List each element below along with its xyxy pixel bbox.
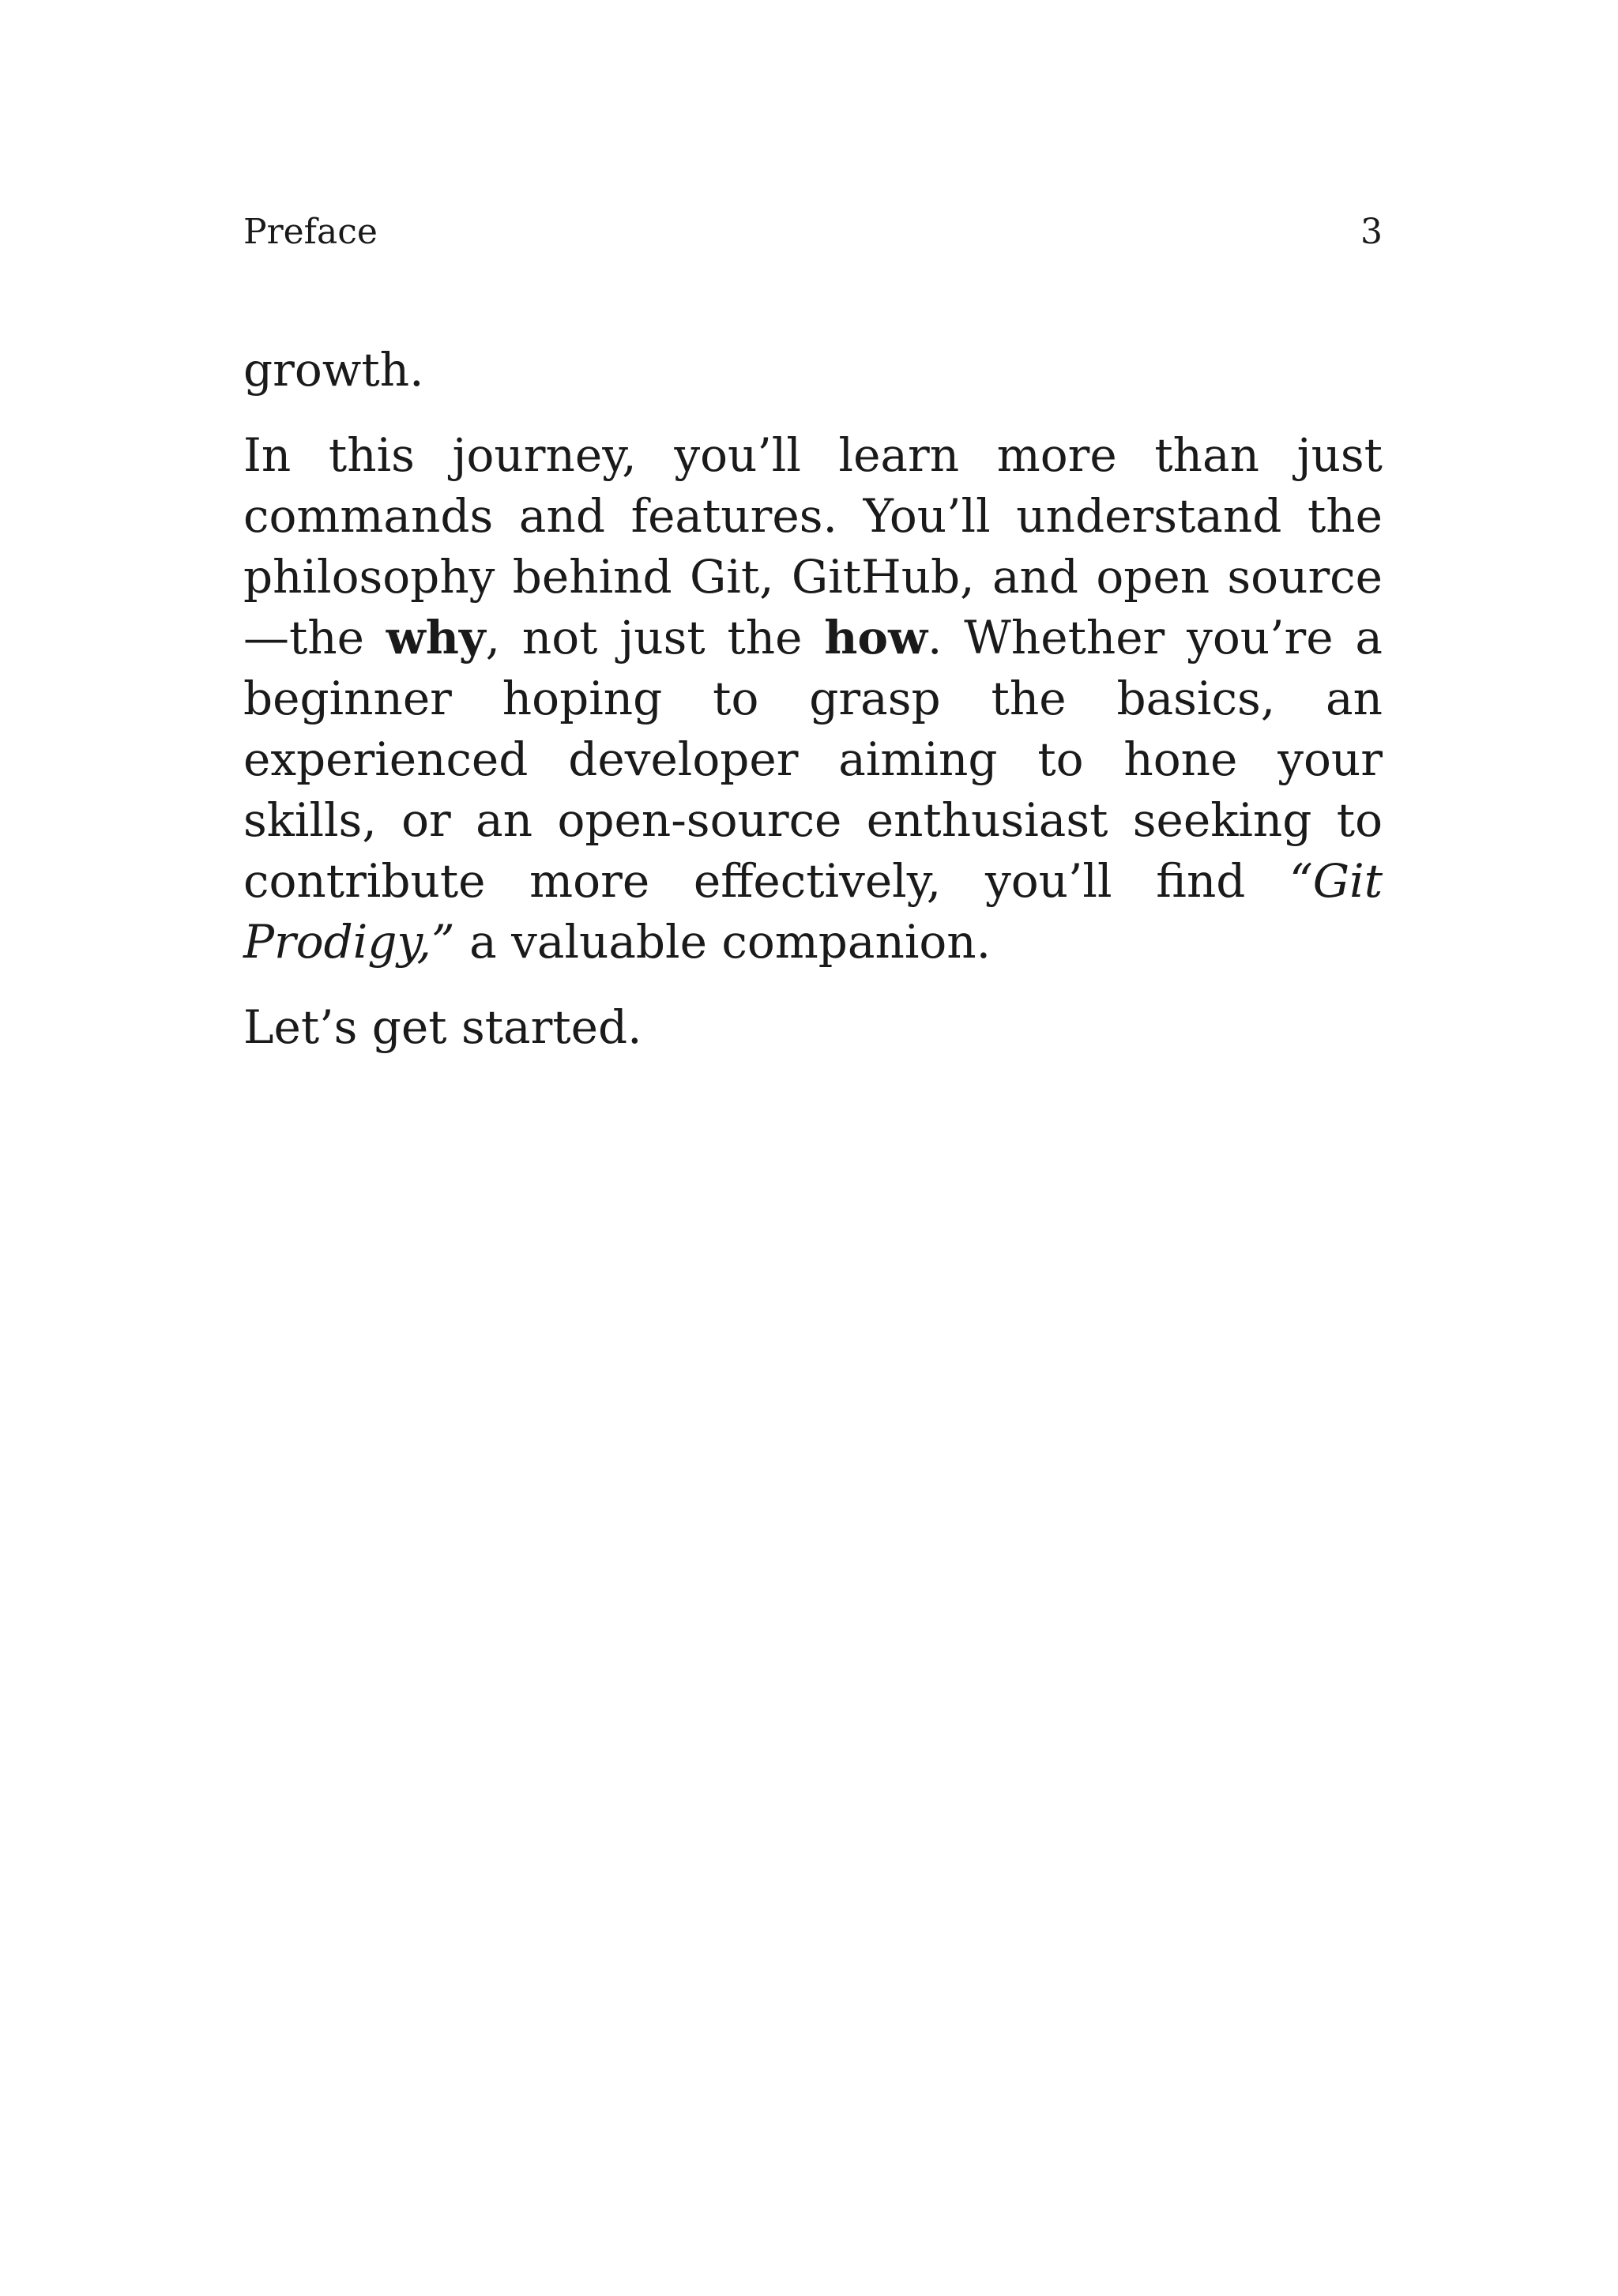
paragraph-journey xyxy=(243,425,1383,973)
paragraph-text: . Whether you’re a beginner hoping to grasp the basics, an experienced developer aiming to hone your skills, or an open-source enthusiast seeking to contribute more effectively, you’ll find xyxy=(243,611,1383,908)
running-head xyxy=(243,212,1383,252)
paragraph-text: a valuable companion. xyxy=(454,915,991,969)
emphasis-why: why xyxy=(386,611,486,664)
paragraph-continuation: growth. xyxy=(243,343,424,397)
book-title: “Git Prodigy,” xyxy=(243,854,1383,969)
page-number: 3 xyxy=(1360,212,1383,252)
body-text xyxy=(243,340,1383,1082)
emphasis-how: how xyxy=(824,611,928,664)
paragraph-closing: Let’s get started. xyxy=(243,1000,642,1054)
paragraph-text: , not just the xyxy=(485,611,825,664)
section-title: Preface xyxy=(243,212,378,252)
paragraph-text: In this journey, you’ll learn more than just commands and features. You’ll understand the philosophy behind Git, GitHub, and open source—the xyxy=(243,428,1383,664)
